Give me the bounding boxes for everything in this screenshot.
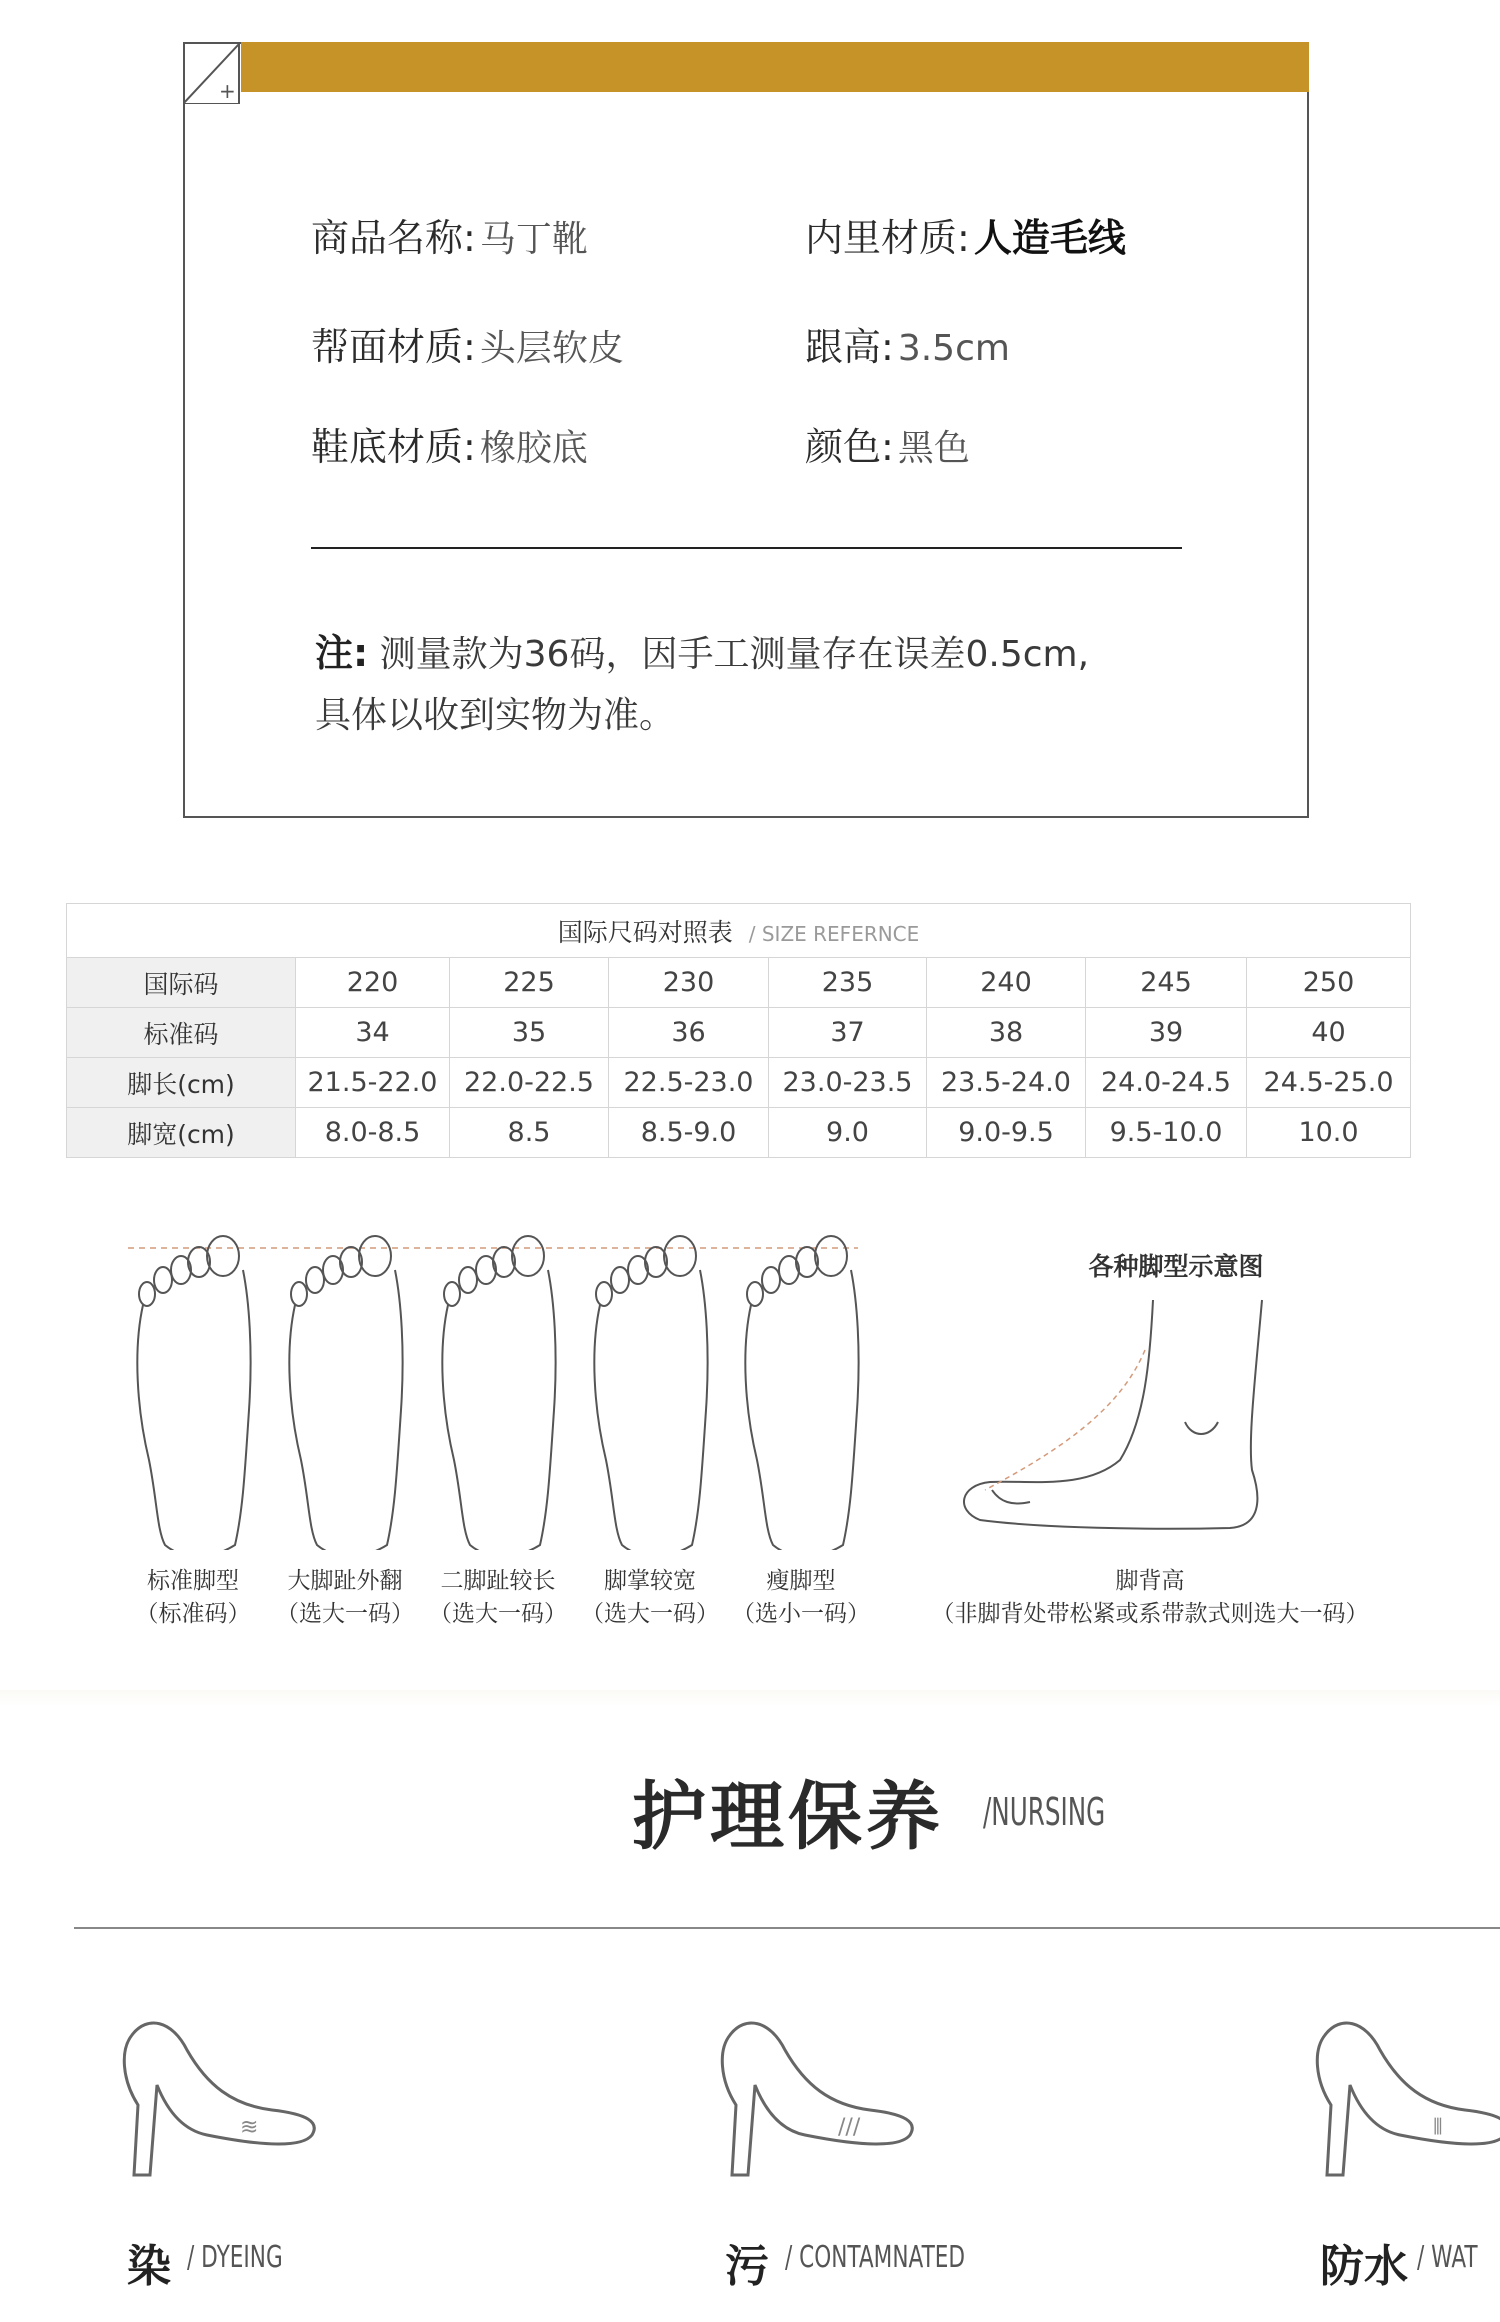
foot-outline-icon	[137, 1236, 250, 1550]
spec-value: 黑色	[897, 428, 970, 469]
table-cell: 22.5-23.0	[609, 1058, 769, 1108]
table-caption-en: / SIZE REFERNCE	[748, 921, 920, 946]
spec-value: 3.5cm	[897, 328, 1010, 369]
spec-label: 帮面材质:	[311, 325, 476, 369]
spec-value: 人造毛线	[973, 215, 1126, 260]
foot-outline-icon	[745, 1236, 858, 1550]
spec-product-name	[311, 207, 588, 262]
nursing-title: 护理保养	[632, 1774, 944, 1860]
table-cell: 230	[609, 958, 769, 1008]
foot-type-name: 标准脚型	[147, 1568, 239, 1594]
spec-label: 鞋底材质:	[311, 425, 476, 469]
table-cell: 8.0-8.5	[296, 1108, 450, 1158]
table-caption-zh: 国际尺码对照表	[557, 917, 733, 947]
foot-type-caption	[581, 1562, 719, 1628]
foot-type-hint: （选大一码）	[276, 1601, 414, 1627]
folded-corner-icon	[183, 42, 245, 104]
measurement-note-line2	[315, 687, 675, 738]
foot-type-caption	[732, 1562, 870, 1628]
instep-name: 脚背高	[1115, 1568, 1185, 1594]
row-header: 标准码	[67, 1008, 296, 1058]
foot-type-name: 二脚趾较长	[440, 1568, 556, 1594]
spec-label: 跟高:	[805, 325, 894, 369]
spec-heel-height	[805, 316, 1010, 371]
table-cell: 22.0-22.5	[450, 1058, 609, 1108]
heel-shoe-icon	[112, 2010, 332, 2200]
care-label-en: / CONTAMNATED	[785, 2240, 966, 2275]
table-cell: 23.5-24.0	[927, 1058, 1086, 1108]
spec-value: 橡胶底	[479, 428, 588, 469]
row-header: 脚宽(cm)	[67, 1108, 296, 1158]
heel-shoe-icon	[710, 2010, 930, 2200]
table-cell: 225	[450, 958, 609, 1008]
table-cell: 37	[769, 1008, 927, 1058]
foot-outline-icon	[442, 1236, 555, 1550]
table-row	[67, 1058, 1411, 1108]
foot-types-illustration	[0, 1210, 1500, 1550]
instep-caption	[932, 1562, 1369, 1628]
care-label: 污	[725, 2241, 769, 2292]
instep-foot-icon	[964, 1300, 1262, 1529]
table-cell: 250	[1247, 958, 1411, 1008]
foot-type-caption	[276, 1562, 414, 1628]
table-cell: 39	[1086, 1008, 1247, 1058]
care-label: 染	[127, 2241, 171, 2292]
foot-outline-icon	[594, 1236, 707, 1550]
divider	[311, 547, 1182, 549]
spec-color	[805, 416, 970, 471]
table-cell: 35	[450, 1008, 609, 1058]
spec-upper	[311, 316, 624, 371]
row-header: 脚长(cm)	[67, 1058, 296, 1108]
foot-type-caption	[429, 1562, 567, 1628]
note-text: 具体以收到实物为准。	[315, 695, 676, 736]
row-header: 国际码	[67, 958, 296, 1008]
table-cell: 235	[769, 958, 927, 1008]
svg-text:≋: ≋	[240, 2115, 259, 2140]
measurement-note	[315, 622, 1089, 677]
table-row	[67, 1108, 1411, 1158]
table-cell: 10.0	[1247, 1108, 1411, 1158]
foot-type-hint: （选大一码）	[581, 1601, 719, 1627]
svg-text:///: ///	[838, 2115, 861, 2140]
table-cell: 21.5-22.0	[296, 1058, 450, 1108]
card-header-bar	[241, 42, 1309, 92]
instep-hint: （非脚背处带松紧或系带款式则选大一码）	[931, 1601, 1369, 1627]
table-cell: 38	[927, 1008, 1086, 1058]
table-cell: 23.0-23.5	[769, 1058, 927, 1108]
table-cell: 245	[1086, 958, 1247, 1008]
note-key: 注:	[315, 631, 369, 675]
foot-type-name: 瘦脚型	[766, 1568, 836, 1594]
spec-value: 头层软皮	[479, 328, 624, 369]
spec-label: 颜色:	[805, 425, 894, 469]
spec-value: 马丁靴	[479, 219, 588, 260]
foot-type-caption	[136, 1562, 251, 1628]
table-cell: 34	[296, 1008, 450, 1058]
foot-type-hint: （选小一码）	[732, 1601, 870, 1627]
nursing-title-en: /NURSING	[983, 1790, 1106, 1834]
care-label-en: / WAT	[1417, 2240, 1478, 2275]
care-label: 防水	[1320, 2241, 1408, 2292]
table-row	[67, 958, 1411, 1008]
foot-type-name: 脚掌较宽	[604, 1568, 696, 1594]
spec-label: 商品名称:	[311, 216, 476, 260]
svg-text:+: +	[219, 79, 236, 103]
note-text: 测量款为36码，因手工测量存在误差0.5cm,	[379, 634, 1090, 675]
product-info-card	[183, 42, 1309, 818]
diagram-title: 各种脚型示意图	[1088, 1252, 1264, 1281]
foot-type-hint: （标准码）	[135, 1601, 251, 1627]
table-cell: 8.5	[450, 1108, 609, 1158]
spec-label: 内里材质:	[805, 216, 970, 260]
foot-outline-icon	[289, 1236, 402, 1550]
table-cell: 24.5-25.0	[1247, 1058, 1411, 1108]
table-cell: 36	[609, 1008, 769, 1058]
section-separator	[0, 1690, 1500, 1706]
size-reference-table	[66, 903, 1410, 1158]
table-cell: 9.0	[769, 1108, 927, 1158]
spec-sole	[311, 416, 588, 471]
table-cell: 9.5-10.0	[1086, 1108, 1247, 1158]
table-cell: 220	[296, 958, 450, 1008]
table-cell: 40	[1247, 1008, 1411, 1058]
table-cell: 9.0-9.5	[927, 1108, 1086, 1158]
table-cell: 240	[927, 958, 1086, 1008]
heel-shoe-icon	[1305, 2010, 1500, 2200]
foot-type-hint: （选大一码）	[429, 1601, 567, 1627]
care-label-en: / DYEING	[187, 2240, 283, 2275]
table-cell: 24.0-24.5	[1086, 1058, 1247, 1108]
spec-lining	[805, 207, 1126, 262]
svg-text:⦀: ⦀	[1433, 2115, 1443, 2140]
foot-type-name: 大脚趾外翻	[287, 1568, 403, 1594]
table-caption	[67, 904, 1411, 958]
table-row	[67, 1008, 1411, 1058]
table-cell: 8.5-9.0	[609, 1108, 769, 1158]
nursing-divider	[74, 1927, 1500, 1929]
